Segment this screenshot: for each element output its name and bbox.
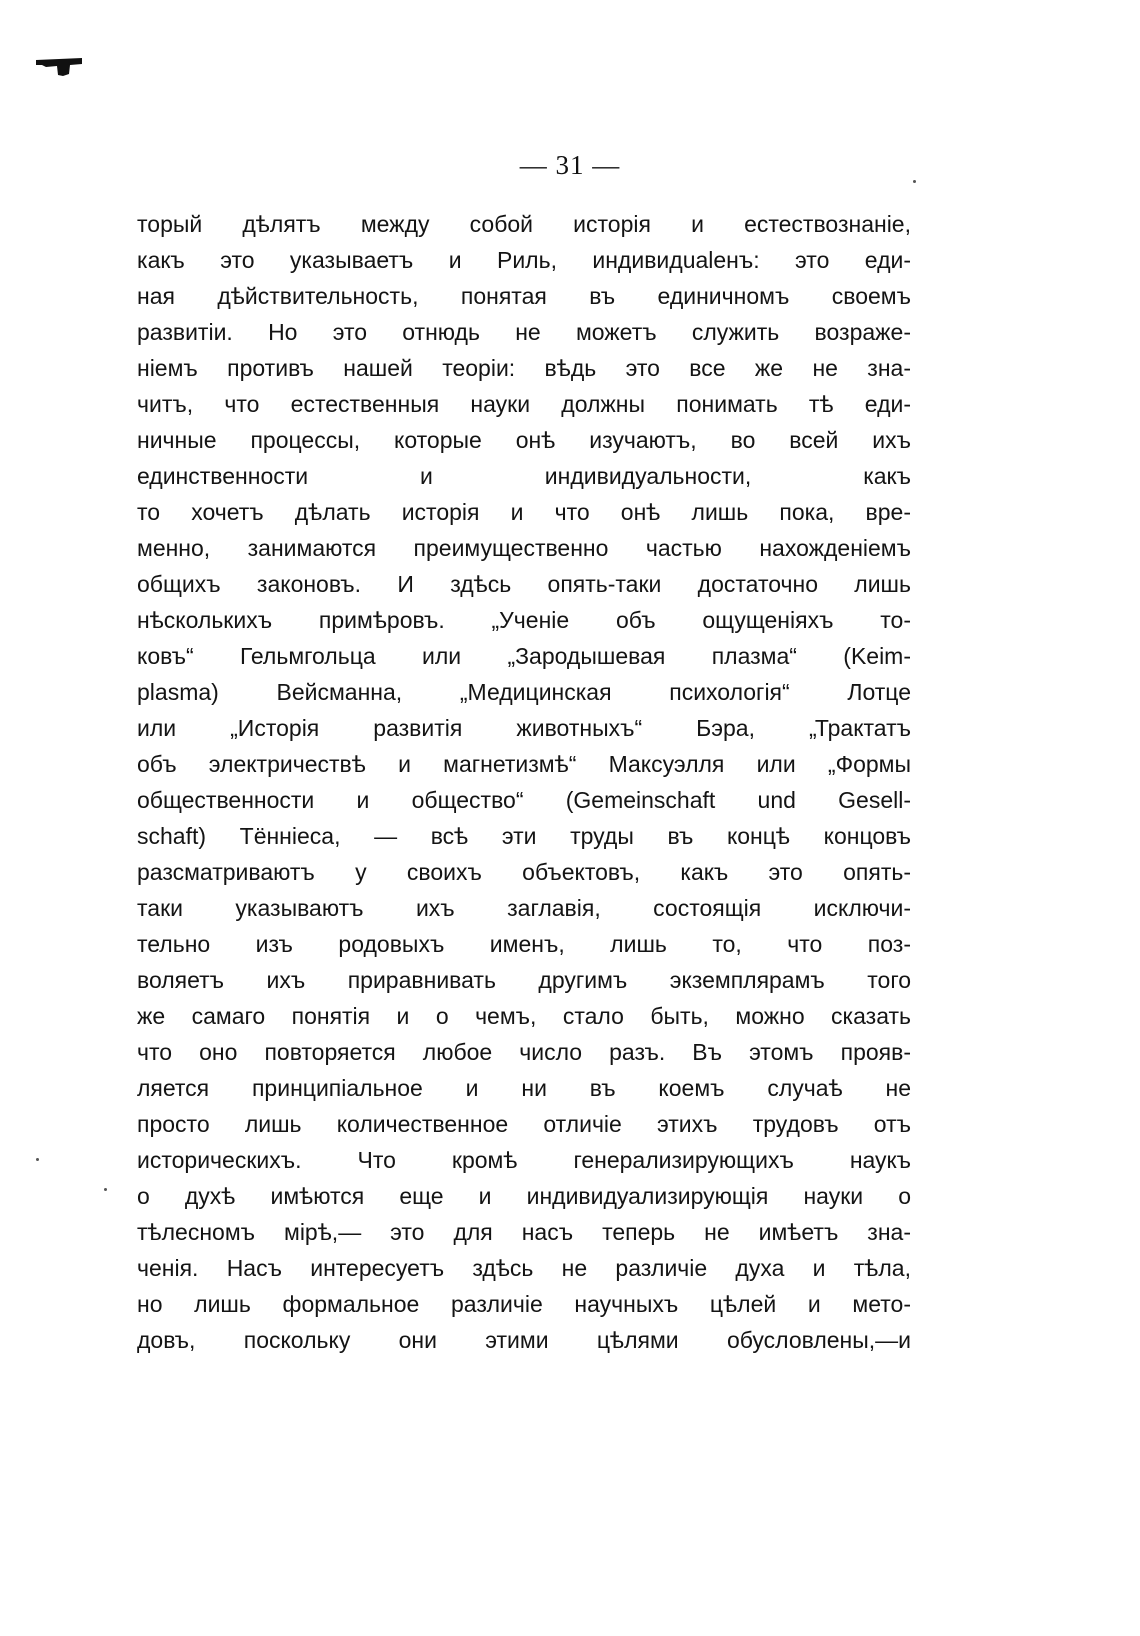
text-line: ляется принципіальное и ни въ коемъ случаѣ не <box>137 1075 911 1101</box>
text-line: же самаго понятія и о чемъ, стало быть, можно сказать <box>137 1003 911 1029</box>
text-line: какъ это указываетъ и Риль, индивидualенъ: это еди- <box>137 247 911 273</box>
text-line: читъ, что естественныя науки должны понимать тѣ еди- <box>137 391 911 417</box>
text-line: ковъ“ Гельмгольца или „Зародышевая плазма“ (Keim- <box>137 643 911 669</box>
text-line: объ электричествѣ и магнетизмѣ“ Максуэлля или „Формы <box>137 751 911 777</box>
page-number: — 31 — <box>519 150 621 180</box>
dust-speck <box>913 180 916 183</box>
text-line: ничные процессы, которые онѣ изучаютъ, во всей ихъ <box>137 427 911 453</box>
text-line: ная дѣйствительность, понятая въ единичномъ своемъ <box>137 283 911 309</box>
text-line: торый дѣлятъ между собой исторія и естествознаніе, <box>137 211 911 237</box>
dust-speck <box>104 1188 107 1191</box>
text-line: но лишь формальное различіе научныхъ цѣлей и мето- <box>137 1291 911 1317</box>
text-line: единственности и индивидуальности, какъ <box>137 463 911 489</box>
text-line: воляетъ ихъ приравнивать другимъ экземплярамъ того <box>137 967 911 993</box>
text-line: тѣлесномъ мірѣ,— это для насъ теперь не имѣетъ зна- <box>137 1219 911 1245</box>
text-line: разсматриваютъ у своихъ объектовъ, какъ это опять- <box>137 859 911 885</box>
text-line: историческихъ. Что кромѣ генерализирующихъ наукъ <box>137 1147 911 1173</box>
text-line: ченія. Насъ интересуетъ здѣсь не различіе духа и тѣла, <box>137 1255 911 1281</box>
text-line: что оно повторяется любое число разъ. Въ этомъ прояв- <box>137 1039 911 1065</box>
text-line: менно, занимаются преимущественно частью нахожденіемъ <box>137 535 911 561</box>
text-line: то хочетъ дѣлать исторія и что онѣ лишь пока, вре- <box>137 499 911 525</box>
ink-blot-mark <box>36 56 82 78</box>
text-line: plasma) Вейсманна, „Медицинская психологія“ Лотце <box>137 679 911 705</box>
text-line: о духѣ имѣются еще и индивидуализирующія науки о <box>137 1183 911 1209</box>
dust-speck <box>36 1158 39 1161</box>
text-line: таки указываютъ ихъ заглавія, состоящія исключи- <box>137 895 911 921</box>
text-line: общественности и общество“ (Gemeinschaft und Gesell- <box>137 787 911 813</box>
text-line: schaft) Тённіеса, — всѣ эти труды въ концѣ концовъ <box>137 823 911 849</box>
text-line: общихъ законовъ. И здѣсь опять-таки достаточно лишь <box>137 571 911 597</box>
text-line: ніемъ противъ нашей теоріи: вѣдь это все же не зна- <box>137 355 911 381</box>
text-line: или „Исторія развитія животныхъ“ Бэра, „Трактатъ <box>137 715 911 741</box>
body-text <box>137 206 911 1358</box>
text-line: нѣсколькихъ примѣровъ. „Ученіе объ ощущеніяхъ то- <box>137 607 911 633</box>
text-line: просто лишь количественное отличіе этихъ трудовъ отъ <box>137 1111 911 1137</box>
text-line: тельно изъ родовыхъ именъ, лишь то, что поз- <box>137 931 911 957</box>
text-line: развитіи. Но это отнюдь не можетъ служить возраже- <box>137 319 911 345</box>
text-line: довъ, поскольку они этими цѣлями обусловлены,—и <box>137 1327 911 1353</box>
